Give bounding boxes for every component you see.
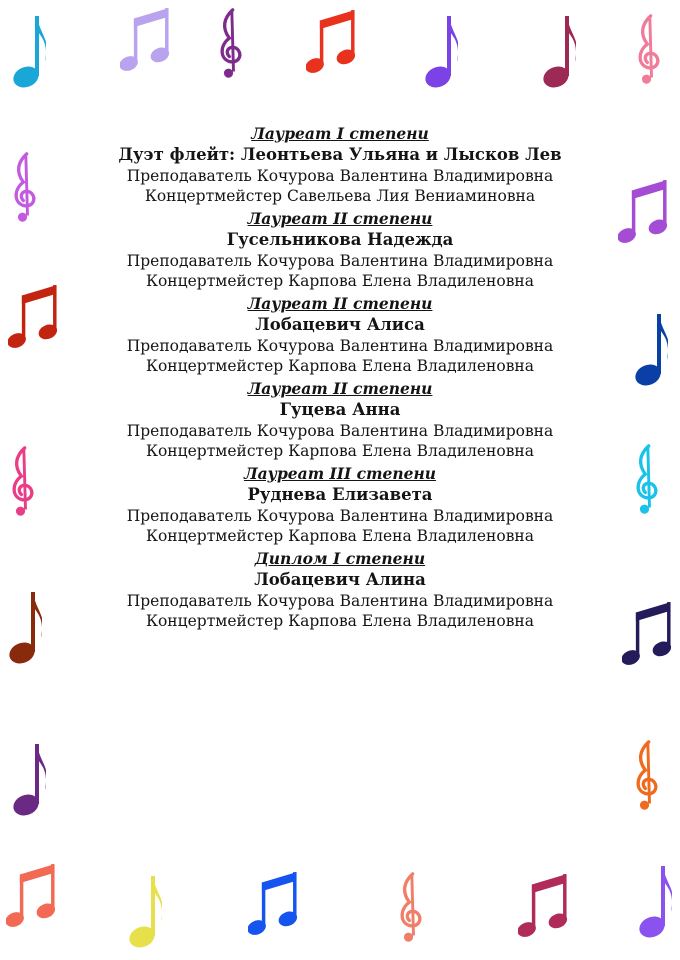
teacher-line: Преподаватель Кочурова Валентина Владимировна [126, 422, 554, 440]
eighth-note-icon [12, 12, 46, 96]
accompanist-line: Концертмейстер Карпова Елена Владиленовна [145, 272, 534, 290]
eighth-note-icon [128, 872, 162, 956]
teacher-line: Преподаватель Кочурова Валентина Владимировна [126, 167, 554, 185]
participant-name: Гуцева Анна [279, 400, 401, 419]
eighth-note-icon [542, 12, 576, 96]
treble-clef-icon [216, 6, 246, 86]
eighth-note-icon [8, 588, 42, 672]
award-title: Лауреат II степени [247, 209, 433, 228]
award-entry [0, 549, 680, 631]
teacher-line: Преподаватель Кочурова Валентина Владимировна [126, 507, 554, 525]
beamed-notes-icon [622, 600, 674, 674]
treble-clef-icon [10, 150, 40, 230]
treble-clef-icon [632, 738, 662, 818]
participant-name: Дуэт флейт: Леонтьева Ульяна и Лысков Лев [118, 145, 562, 164]
accompanist-line: Концертмейстер Карпова Елена Владиленовна [145, 357, 534, 375]
award-title: Лауреат II степени [247, 294, 433, 313]
treble-clef-icon [8, 444, 38, 524]
accompanist-line: Концертмейстер Карпова Елена Владиленовна [145, 442, 534, 460]
award-entry [0, 294, 680, 376]
participant-name: Руднева Елизавета [247, 485, 433, 504]
award-title: Лауреат III степени [243, 464, 437, 483]
award-title: Лауреат II степени [247, 379, 433, 398]
treble-clef-icon [634, 12, 664, 92]
participant-name: Лобацевич Алина [254, 570, 426, 589]
teacher-line: Преподаватель Кочурова Валентина Владимировна [126, 252, 554, 270]
accompanist-line: Концертмейстер Карпова Елена Владиленовна [145, 527, 534, 545]
accompanist-line: Концертмейстер Карпова Елена Владиленовна [145, 612, 534, 630]
eighth-note-icon [634, 310, 668, 394]
award-title: Лауреат I степени [251, 124, 429, 143]
participant-name: Лобацевич Алиса [255, 315, 425, 334]
teacher-line: Преподаватель Кочурова Валентина Владимировна [126, 592, 554, 610]
award-entry [0, 379, 680, 461]
participant-name: Гусельникова Надежда [226, 230, 454, 249]
beamed-notes-icon [8, 283, 60, 357]
beamed-notes-icon [306, 8, 358, 82]
eighth-note-icon [12, 740, 46, 824]
award-title: Диплом I степени [254, 549, 426, 568]
accompanist-line: Концертмейстер Савельева Лия Вениаминовна [144, 187, 536, 205]
beamed-notes-icon [618, 178, 670, 252]
eighth-note-icon [638, 862, 672, 946]
eighth-note-icon [424, 12, 458, 96]
award-entry [0, 124, 680, 206]
beamed-notes-icon [120, 6, 172, 80]
awards-list [0, 124, 680, 634]
beamed-notes-icon [248, 870, 300, 944]
treble-clef-icon [632, 442, 662, 522]
beamed-notes-icon [6, 862, 58, 936]
teacher-line: Преподаватель Кочурова Валентина Владимировна [126, 337, 554, 355]
award-entry [0, 209, 680, 291]
award-entry [0, 464, 680, 546]
treble-clef-icon [396, 870, 426, 950]
beamed-notes-icon [518, 872, 570, 946]
